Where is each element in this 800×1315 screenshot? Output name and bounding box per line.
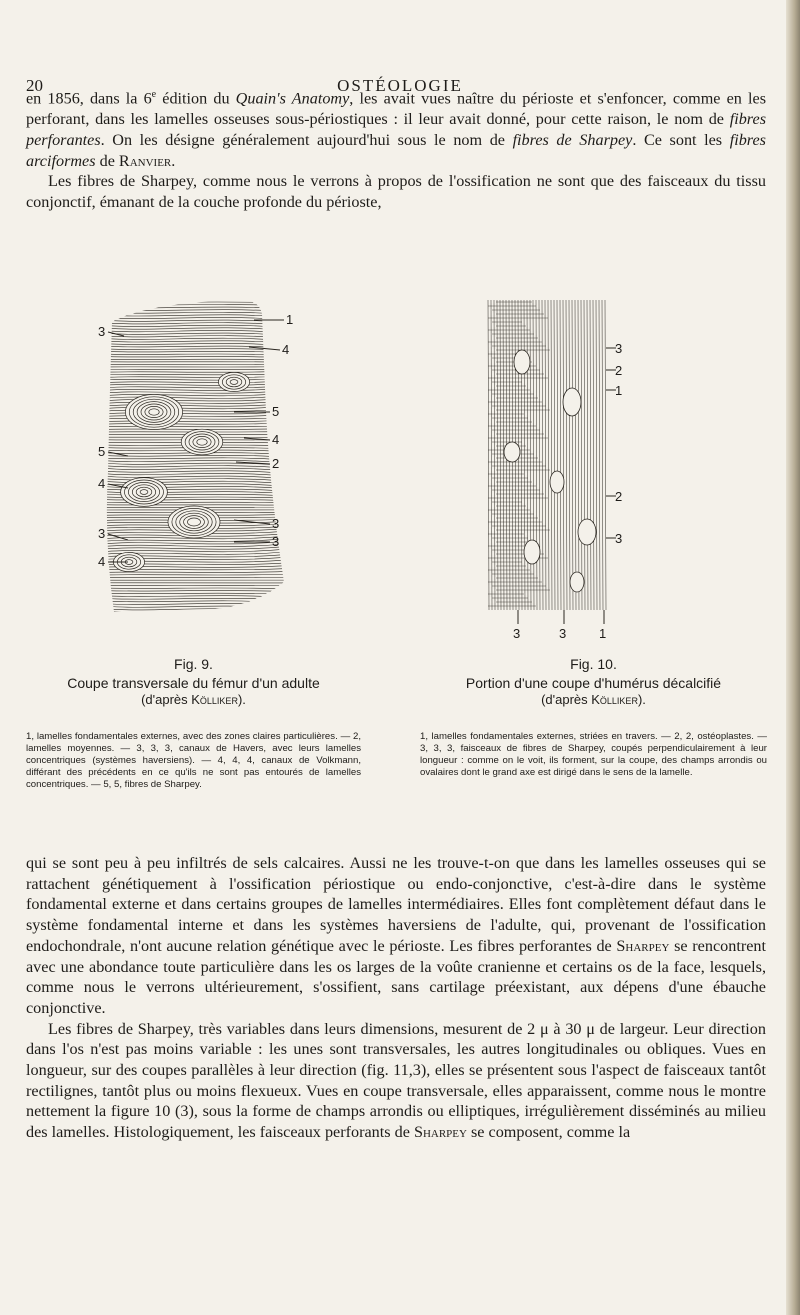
lamella-vertical-line bbox=[602, 300, 603, 610]
lamella-vertical-line bbox=[554, 300, 555, 610]
lamella-line bbox=[104, 307, 284, 309]
fig9-label-4b: 4 bbox=[272, 432, 280, 447]
lamella-vertical-line bbox=[605, 300, 606, 610]
lamella-line bbox=[104, 476, 284, 479]
lamella-line bbox=[104, 354, 284, 355]
lamella-line bbox=[104, 593, 284, 594]
book-title: Quain's Anatomy bbox=[235, 89, 350, 108]
lamella-vertical-line bbox=[560, 300, 561, 610]
intro-text bbox=[26, 85, 766, 213]
fig9-label-5b: 5 bbox=[98, 444, 106, 459]
lamella-line bbox=[104, 398, 284, 401]
body-paragraph-1: qui se sont peu à peu infiltrés de sels calcaires. Aussi ne les trouve-t-on que dans les lamelles osseuses qui se rattachent génétiquement à l'ossification périostique ou endo-conjonctive, c'est-à-dire dans le système fondamental externe et dans certains groupes de lamelles intermédiaires. Elles font complètement défaut dans le système fondamental interne et dans les systèmes haversiens de l'adulte, qui, provenant de l'ossification endochondrale, n'ont aucune relation génétique avec le périoste. Les fibres perforantes de Sharpey se rencontrent avec une abondance toute particulière dans les os larges de la voûte cranienne et certains os de la face, lesquels, comme nous le verrons ultérieurement, s'ossifient, sans cartilage préexistant, aux dépens d'une ébauche conjonctive. bbox=[26, 854, 766, 1017]
lamella-line bbox=[104, 312, 284, 314]
fig9-label-4a: 4 bbox=[282, 342, 290, 357]
page-spine-shadow bbox=[786, 0, 800, 1315]
fig10-label-3a: 3 bbox=[615, 341, 623, 356]
lamella-line bbox=[104, 458, 284, 460]
lamella-line bbox=[104, 351, 284, 352]
sharpey-fiber-section bbox=[578, 519, 596, 545]
lamella-vertical-line bbox=[572, 300, 573, 610]
lamella-line bbox=[104, 323, 284, 326]
lamella-vertical-line bbox=[488, 300, 489, 610]
fig9-label-3d: 3 bbox=[98, 526, 106, 541]
sharpey-fiber-section bbox=[570, 572, 584, 592]
author-sharpey-2: Sharpey bbox=[413, 1123, 467, 1142]
lamella-vertical-line bbox=[551, 300, 552, 610]
author-sharpey: Sharpey bbox=[616, 936, 670, 955]
term-fibres-de-sharpey: fibres de Sharpey bbox=[512, 130, 633, 149]
fig9-label-3a: 3 bbox=[272, 516, 280, 531]
fig9-label-4d: 4 bbox=[98, 554, 106, 569]
haversian-system-ring bbox=[149, 409, 159, 415]
figure-9-caption bbox=[26, 656, 361, 708]
lamella-line bbox=[104, 341, 284, 343]
lamella-vertical-line bbox=[566, 300, 567, 610]
lamella-vertical-line bbox=[587, 300, 588, 610]
figure-10-legend: 1, lamelles fondamentales externes, striées en travers. — 2, 2, ostéoplastes. — 3, 3, 3, faisceaux de fibres de Sharpey, coupés perpendiculairement à leur longueur : comme on le voit, ils forment, sur la coupe, des champs arrondis ou ovalaires dont le grand axe est dirigé dans le sens de la lamelle. bbox=[420, 731, 767, 778]
lamella-line bbox=[104, 330, 284, 333]
lamella-line bbox=[104, 606, 284, 608]
lamella-line bbox=[104, 460, 284, 462]
lamella-line bbox=[104, 369, 284, 370]
fig10-label-bottom-3a: 3 bbox=[513, 626, 521, 641]
femur-cross-section-drawing bbox=[84, 292, 298, 626]
figure-10-number: Fig. 10. bbox=[570, 656, 617, 672]
haversian-system-ring bbox=[197, 439, 207, 445]
lamella-line bbox=[104, 359, 284, 360]
figure-9-title: Coupe transversale du fémur d'un adulte bbox=[67, 675, 320, 691]
haversian-system-ring bbox=[140, 490, 148, 495]
lamella-line bbox=[104, 357, 284, 358]
fig10-label-2a: 2 bbox=[615, 363, 623, 378]
lamella-line bbox=[104, 539, 284, 542]
lamella-line bbox=[104, 426, 284, 427]
page-number: 20 bbox=[26, 76, 43, 95]
lamella-vertical-line bbox=[557, 300, 558, 610]
lamella-vertical-line bbox=[545, 300, 546, 610]
lamella-vertical-line bbox=[497, 300, 498, 610]
lamella-line bbox=[104, 374, 284, 375]
lamella-line bbox=[104, 544, 284, 547]
fig10-label-2b: 2 bbox=[615, 489, 623, 504]
lamella-vertical-line bbox=[491, 300, 492, 610]
body-paragraph-2: Les fibres de Sharpey, très variables dans leurs dimensions, mesurent de 2 μ à 30 μ de largeur. Leur direction dans l'os n'est pas moins variable : les unes sont transversales, les autres longitudinales ou obliques. Vues en longueur, sur des coupes parallèles à leur direction (fig. 11,3), elles se présentent sous l'aspect de faisceaux tantôt rectilignes, tantôt plus ou moins flexueux. Vues en coupe transversale, elles apparaissent, comme nous le montre nettement la figure 10 (3), sous la forme de champs arrondis ou elliptiques, irrégulièrement disséminés au milieu des lamelles. Histologiquement, les faisceaux perforants de Sharpey se composent, comme la bbox=[26, 1019, 766, 1142]
lamella-line bbox=[104, 591, 284, 592]
lamella-line bbox=[104, 302, 284, 303]
lamella-line bbox=[104, 609, 284, 611]
lamella-vertical-line bbox=[503, 300, 504, 610]
lamella-line bbox=[104, 547, 284, 550]
lamella-line bbox=[104, 391, 284, 393]
fig10-label-bottom-1: 1 bbox=[599, 626, 607, 641]
lamella-vertical-line bbox=[599, 300, 600, 610]
lamella-vertical-line bbox=[584, 300, 585, 610]
lamella-line bbox=[104, 388, 284, 390]
haversian-system-ring bbox=[230, 380, 238, 385]
lamella-vertical-line bbox=[575, 300, 576, 610]
lamella-vertical-line bbox=[536, 300, 537, 610]
lamella-line bbox=[104, 378, 284, 380]
humerus-section-drawing bbox=[482, 292, 626, 647]
lamella-line bbox=[104, 305, 284, 306]
lamella-line bbox=[104, 596, 284, 598]
figure-9-number: Fig. 9. bbox=[174, 656, 213, 672]
fig9-label-4c: 4 bbox=[98, 476, 106, 491]
term-fibres-perforantes: fibres perforantes bbox=[26, 110, 766, 149]
lamella-vertical-line bbox=[542, 300, 543, 610]
figure-10-caption bbox=[420, 656, 767, 708]
fig9-label-3c: 3 bbox=[98, 324, 106, 339]
sharpey-fiber-section bbox=[514, 350, 530, 374]
lamella-line bbox=[104, 423, 284, 424]
sharpey-fiber-section bbox=[504, 442, 520, 462]
figure-9-legend: 1, lamelles fondamentales externes, avec des zones claires particulières. — 2, lamelles moyennes. — 3, 3, 3, canaux de Havers, avec leurs lamelles concentriques (systèmes haversiens). — 4, 4, 4, canaux de Volkmann, différant des précédents en ce qu'ils ne sont pas entourés de lamelles concentriques. — 5, 5, fibres de Sharpey. bbox=[26, 731, 361, 790]
lamella-line bbox=[104, 598, 284, 600]
figure-10-title: Portion d'une coupe d'humérus décalcifié bbox=[465, 675, 722, 691]
lamella-line bbox=[104, 349, 284, 351]
lamella-line bbox=[104, 338, 284, 340]
lamella-line bbox=[104, 383, 284, 385]
lamella-line bbox=[104, 317, 284, 319]
lamella-line bbox=[104, 393, 284, 396]
haversian-system-ring bbox=[188, 518, 201, 526]
intro-paragraph-2: Les fibres de Sharpey, comme nous le verrons à propos de l'ossification ne sont que des faisceaux du tissu conjonctif, émanant de la couche profonde du périoste, bbox=[26, 172, 766, 211]
sharpey-fiber-section bbox=[524, 540, 540, 564]
fig9-label-3b: 3 bbox=[272, 534, 280, 549]
lamella-vertical-line bbox=[581, 300, 582, 610]
lamella-line bbox=[104, 601, 284, 603]
lamella-line bbox=[104, 315, 284, 317]
fig9-label-2: 2 bbox=[272, 456, 280, 471]
lamella-line bbox=[104, 310, 284, 312]
lamella-line bbox=[104, 325, 284, 328]
lamella-line bbox=[104, 468, 284, 471]
figure-9-credit: (d'après Kölliker). bbox=[141, 692, 246, 707]
lamella-line bbox=[104, 429, 284, 430]
lamella-line bbox=[104, 611, 284, 614]
lamella-vertical-line bbox=[578, 300, 579, 610]
figure-9-illustration bbox=[84, 292, 298, 626]
lamella-line bbox=[104, 381, 284, 383]
lamella-line bbox=[104, 471, 284, 474]
fig9-label-1: 1 bbox=[286, 312, 294, 327]
lamella-line bbox=[104, 376, 284, 377]
fig10-label-3b: 3 bbox=[615, 531, 623, 546]
lamella-vertical-line bbox=[596, 300, 597, 610]
running-title: OSTÉOLOGIE bbox=[337, 76, 463, 95]
lamella-line bbox=[104, 455, 284, 457]
lamella-line bbox=[104, 549, 284, 551]
lamella-line bbox=[104, 603, 284, 605]
lamella-line bbox=[104, 473, 284, 476]
lamella-line bbox=[104, 588, 284, 589]
lamella-line bbox=[104, 328, 284, 331]
lamella-vertical-line bbox=[500, 300, 501, 610]
sharpey-fiber-section bbox=[563, 388, 581, 416]
lamella-line bbox=[104, 396, 284, 399]
figure-10-credit: (d'après Kölliker). bbox=[541, 692, 646, 707]
lamella-vertical-line bbox=[590, 300, 591, 610]
lamella-line bbox=[104, 336, 284, 338]
fig10-label-bottom-3b: 3 bbox=[559, 626, 567, 641]
lamella-line bbox=[104, 333, 284, 336]
body-text bbox=[26, 853, 766, 1143]
lamella-line bbox=[104, 386, 284, 388]
lamella-vertical-line bbox=[527, 300, 528, 610]
sharpey-fiber-section bbox=[550, 471, 564, 493]
lamella-vertical-line bbox=[494, 300, 495, 610]
fig9-label-5a: 5 bbox=[272, 404, 280, 419]
lamella-vertical-line bbox=[563, 300, 564, 610]
figure-10-illustration bbox=[482, 292, 626, 647]
lamella-vertical-line bbox=[521, 300, 522, 610]
lamella-vertical-line bbox=[593, 300, 594, 610]
lamella-vertical-line bbox=[569, 300, 570, 610]
lamella-vertical-line bbox=[539, 300, 540, 610]
lamella-line bbox=[104, 574, 284, 575]
author-ranvier: Ranvier bbox=[118, 151, 172, 170]
lamella-line bbox=[104, 371, 284, 372]
lamella-vertical-line bbox=[548, 300, 549, 610]
intro-paragraph-1: en 1856, dans la 6e édition du Quain's Anatomy, les avait vues naître du périoste et s'enfoncer, comme en les perforant, dans les lamelles osseuses sous-périostiques : il leur avait donné, pour cette raison, le nom de fibres perforantes. On les désigne généralement aujourd'hui sous le nom de fibres de Sharpey. Ce sont les fibres arciformes de Ranvier. bbox=[26, 89, 766, 170]
term-fibres-arciformes: fibres arciformes bbox=[26, 130, 766, 170]
lamella-line bbox=[104, 466, 284, 468]
fig10-label-1a: 1 bbox=[615, 383, 623, 398]
lamella-line bbox=[104, 343, 284, 345]
lamella-vertical-line bbox=[524, 300, 525, 610]
